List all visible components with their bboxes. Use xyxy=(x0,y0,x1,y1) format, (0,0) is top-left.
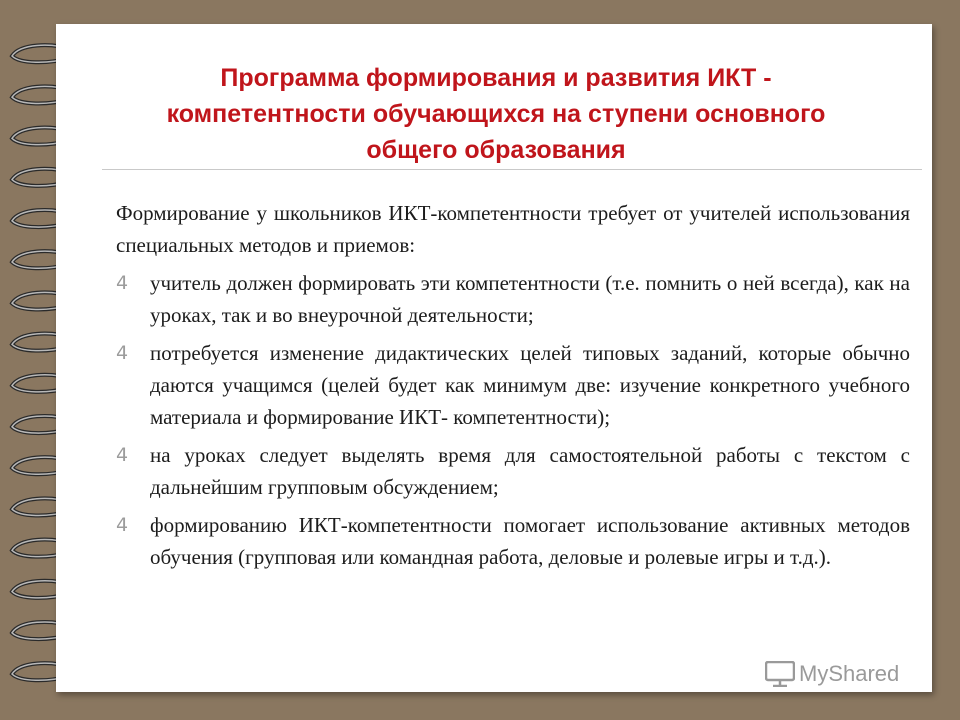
list-item-text: потребуется изменение дидактических целей типовых заданий, которые обычно даются учащимся (целей будет как минимум две: изучение конкретного учебного материала и формирование ИКТ- компетентности); xyxy=(150,341,910,429)
watermark-text: MyShared xyxy=(799,661,900,686)
intro-paragraph: Формирование у школьников ИКТ-компетентности требует от учителей использования специальных методов и приемов: xyxy=(116,201,910,257)
list-item xyxy=(116,337,910,433)
list-item xyxy=(116,439,910,503)
checkbox-bullet-icon: 4 xyxy=(116,272,129,294)
slide-title xyxy=(126,60,866,168)
list-item xyxy=(116,509,910,573)
bullet-list xyxy=(116,267,910,573)
watermark xyxy=(765,656,899,692)
checkbox-bullet-icon: 4 xyxy=(116,514,129,536)
list-item-text: на уроках следует выделять время для самостоятельной работы с текстом с дальнейшим групповым обсуждением; xyxy=(150,443,910,499)
slide-body xyxy=(116,197,910,579)
list-item xyxy=(116,267,910,331)
title-divider xyxy=(102,169,922,170)
title-line-2: компетентности обучающихся на ступени основного xyxy=(166,100,826,128)
list-item-text: учитель должен формировать эти компетентности (т.е. помнить о ней всегда), как на уроках, так и во внеурочной деятельности; xyxy=(150,271,910,327)
checkbox-bullet-icon: 4 xyxy=(116,444,129,466)
presentation-logo-icon xyxy=(765,661,795,687)
title-line-3: общего образования xyxy=(366,136,626,164)
checkbox-bullet-icon: 4 xyxy=(116,342,129,364)
list-item-text: формированию ИКТ-компетентности помогает использование активных методов обучения (групповая или командная работа, деловые и ролевые игры и т.д.). xyxy=(150,513,910,569)
title-line-1: Программа формирования и развития ИКТ - xyxy=(220,64,772,92)
